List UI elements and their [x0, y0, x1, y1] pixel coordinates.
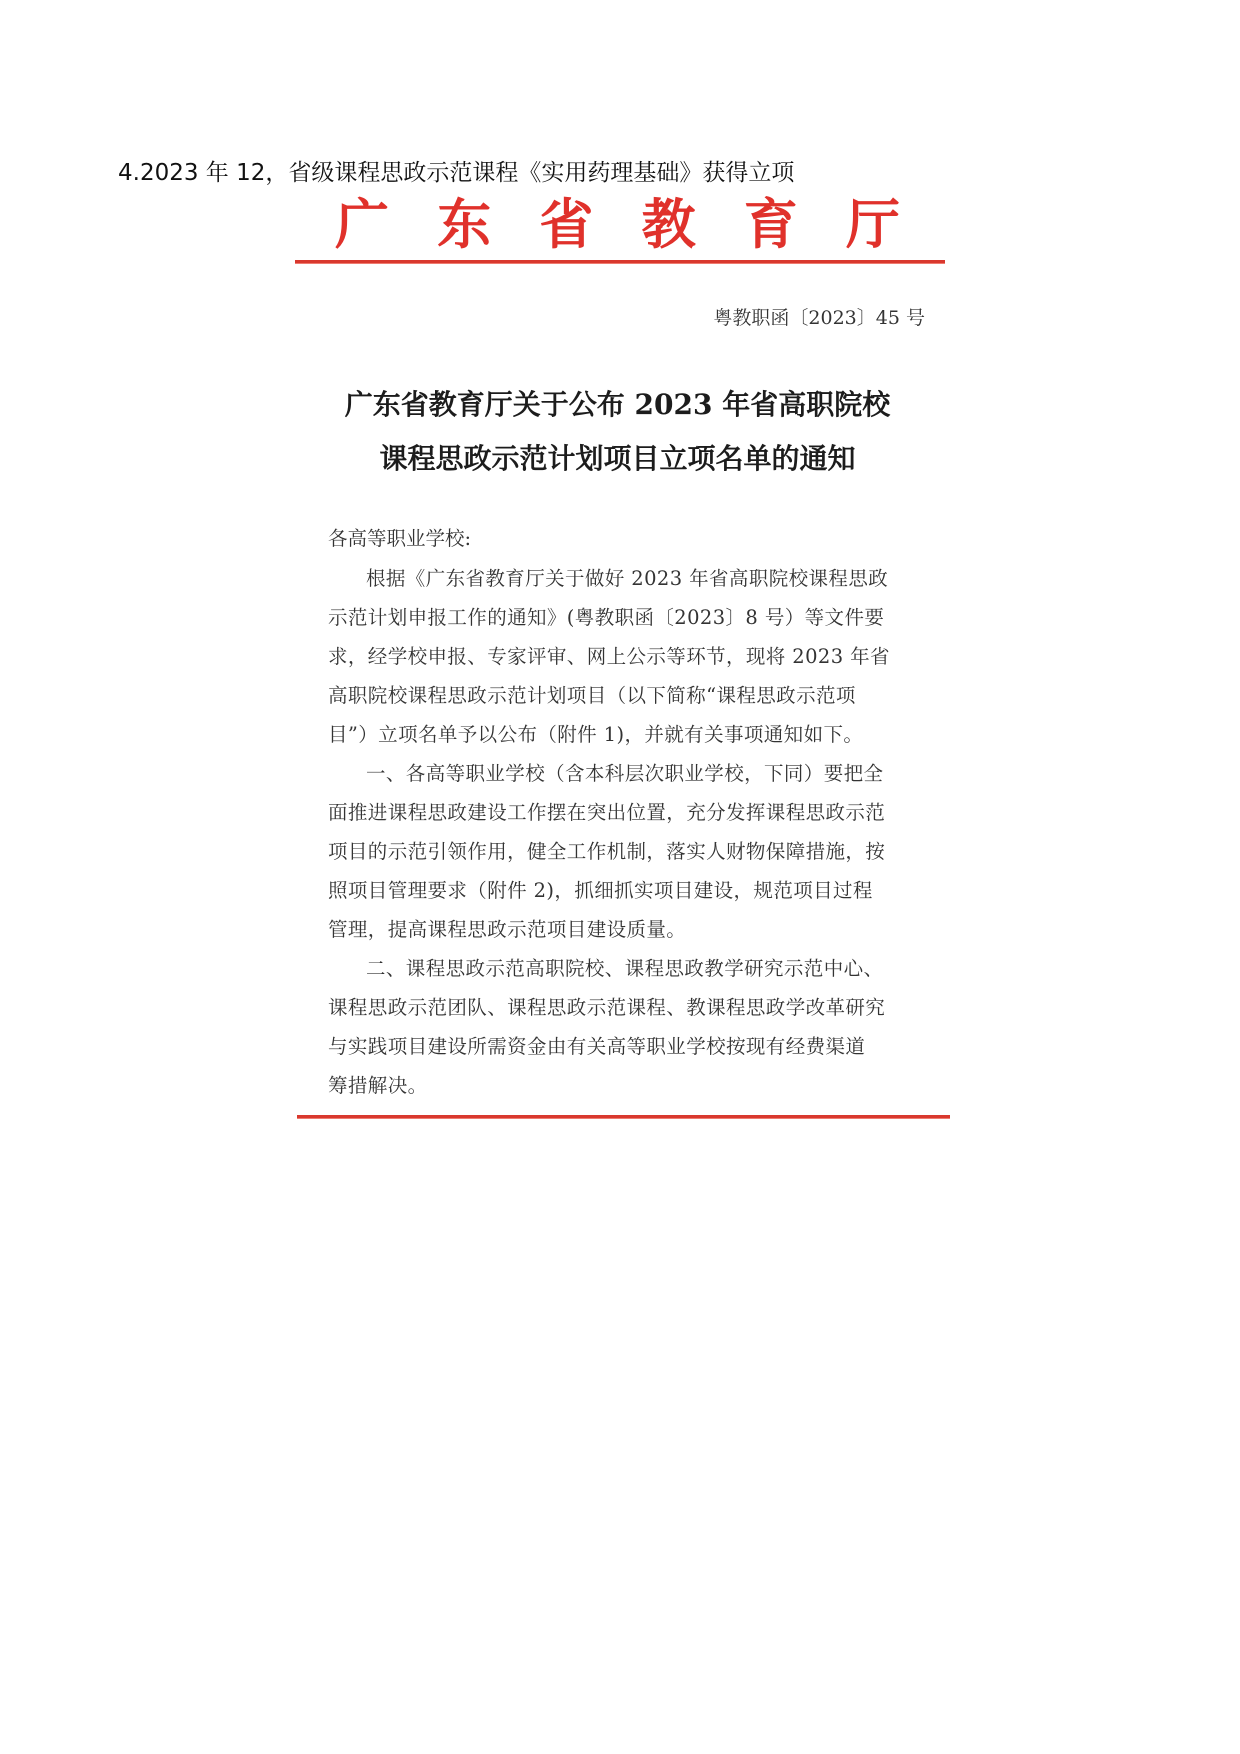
masthead-char: 省	[539, 191, 594, 256]
salutation: 各高等职业学校:	[328, 527, 472, 550]
document-title-line-1: 广东省教育厅关于公布 2023 年省高职院校	[344, 388, 891, 421]
masthead-char: 广	[335, 191, 389, 256]
masthead-char: 教	[641, 191, 696, 256]
body-line: 一、各高等职业学校（含本科层次职业学校，下同）要把全	[366, 762, 884, 785]
masthead-char: 育	[743, 191, 798, 256]
header-red-rule	[295, 260, 945, 264]
masthead	[335, 185, 900, 255]
body-line: 二、课程思政示范高职院校、课程思政教学研究示范中心、	[366, 957, 884, 980]
body-line: 根据《广东省教育厅关于做好 2023 年省高职院校课程思政	[366, 567, 889, 590]
body-line: 课程思政示范团队、课程思政示范课程、教课程思政学改革研究	[328, 996, 886, 1019]
body-line: 目”）立项名单予以公布（附件 1)，并就有关事项通知如下。	[328, 723, 864, 746]
document-number: 粤教职函〔2023〕45 号	[713, 307, 925, 329]
masthead-char: 东	[437, 191, 492, 256]
body-line: 与实践项目建设所需资金由有关高等职业学校按现有经费渠道	[328, 1035, 866, 1058]
body-line: 高职院校课程思政示范计划项目（以下简称“课程思政示范项	[328, 684, 856, 707]
body-line: 求，经学校申报、专家评审、网上公示等环节，现将 2023 年省	[328, 645, 890, 668]
document-title-line-2: 课程思政示范计划项目立项名单的通知	[379, 442, 856, 475]
body-line: 面推进课程思政建设工作摆在突出位置，充分发挥课程思政示范	[328, 801, 886, 824]
scanned-document	[290, 185, 955, 1125]
body-line: 照项目管理要求（附件 2)，抓细抓实项目建设，规范项目过程	[328, 879, 873, 902]
body-line: 项目的示范引领作用，健全工作机制，落实人财物保障措施，按	[328, 840, 886, 863]
body-line: 筹措解决。	[328, 1074, 428, 1097]
masthead-char: 厅	[845, 191, 900, 256]
footer-red-rule	[297, 1115, 950, 1119]
body-line: 管理，提高课程思政示范项目建设质量。	[328, 918, 687, 941]
body-line: 示范计划申报工作的通知》(粤教职函〔2023〕8 号）等文件要	[328, 606, 885, 629]
caption: 4.2023 年 12，省级课程思政示范课程《实用药理基础》获得立项	[118, 160, 795, 186]
